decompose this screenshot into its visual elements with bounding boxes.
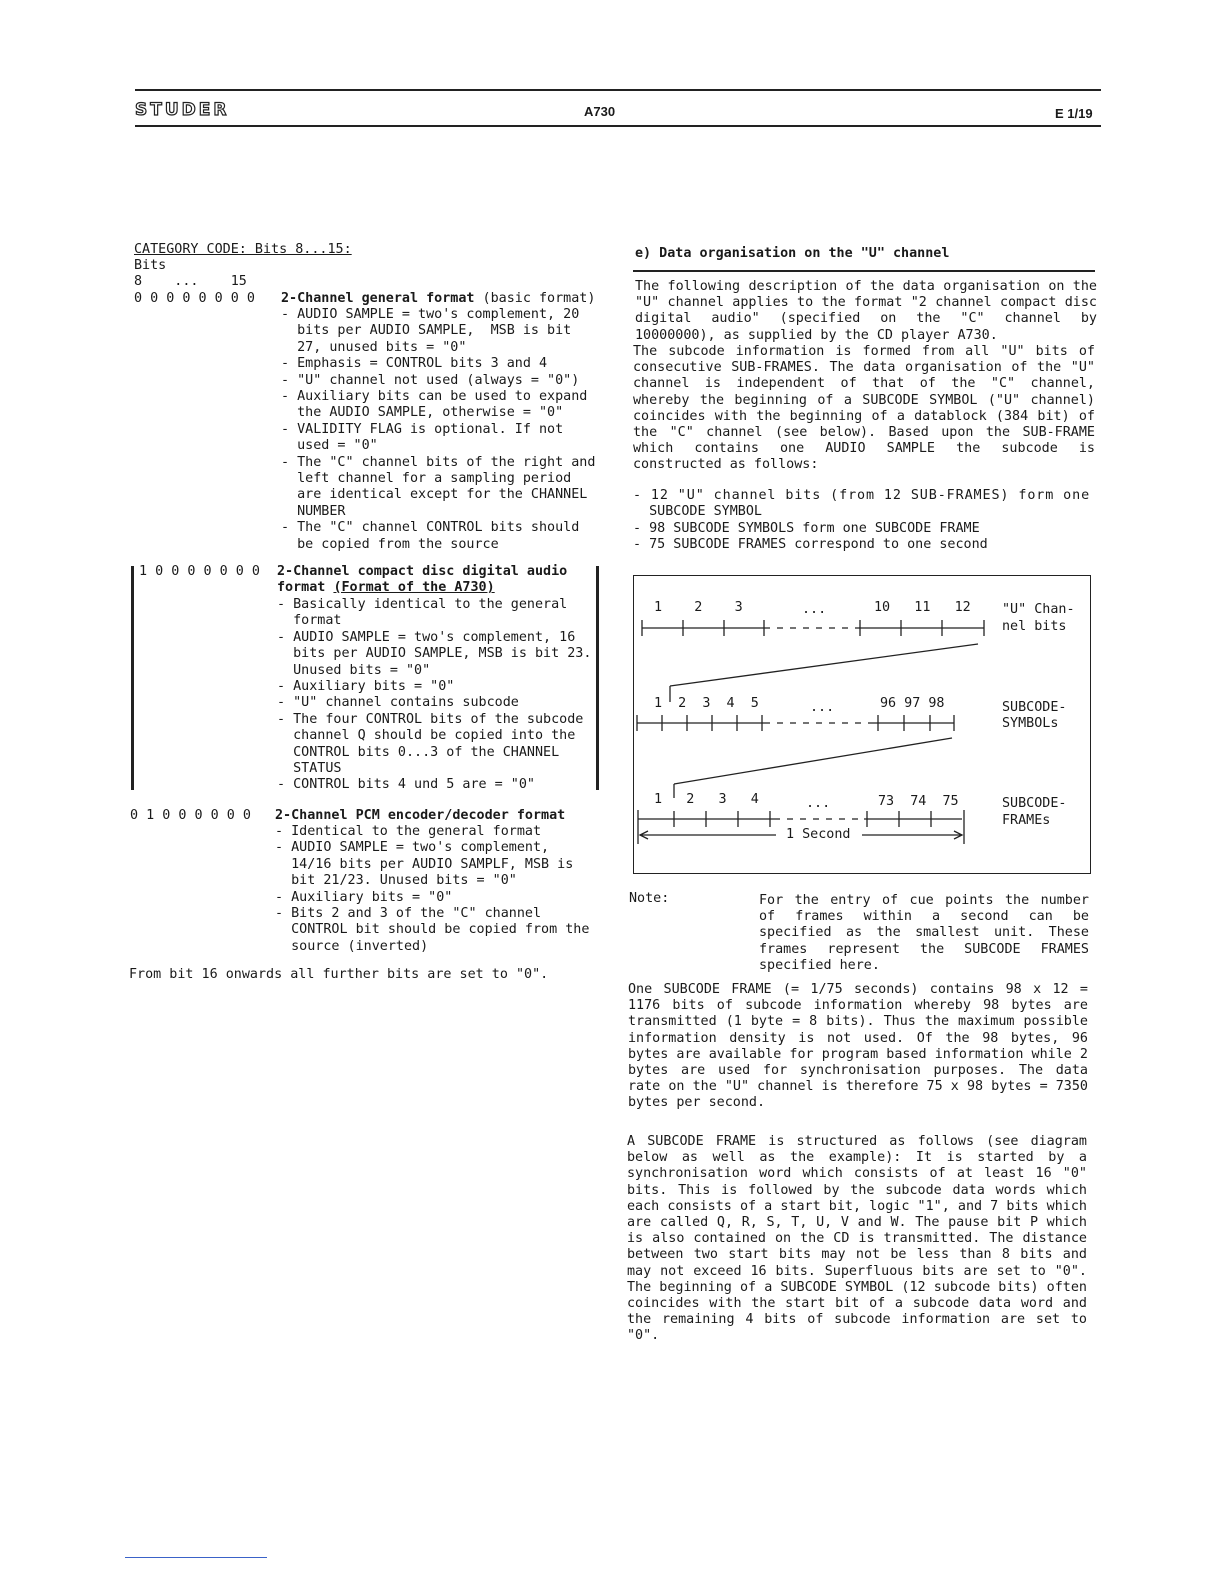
row3-label-line2: FRAMEs bbox=[1002, 813, 1051, 828]
entry-line: format bbox=[277, 613, 342, 629]
entry-title: 2-Channel PCM encoder/decoder format bbox=[275, 808, 566, 823]
bits-range: 8 ... 15 bbox=[134, 274, 247, 289]
bullet-item: SUBCODE SYMBOL bbox=[633, 504, 762, 520]
entry-line: CONTROL bit should be copied from the bbox=[275, 922, 590, 938]
row3-label-line1: SUBCODE- bbox=[1002, 796, 1067, 811]
section-heading: e) Data organisation on the "U" channel bbox=[635, 246, 950, 261]
bullet-item: - 98 SUBCODE SYMBOLS form one SUBCODE FRAME bbox=[633, 520, 980, 536]
entry-line: be copied from the source bbox=[281, 536, 499, 552]
intro2-paragraph: The subcode information is formed from all "U" bits of consecutive SUB-FRAMES. The data organisation of the "U" channel is independent of that of the "C" channel, whereby the beginning of a SUBCODE SYMBOL ("U" channel) coincides with the beginning of a datablock (384 bit) of the "C" channel (see below). Based upon the SUB-FRAME which contains one AUDIO SAMPLE the subcode is constructed as follows: bbox=[633, 344, 1095, 473]
row2-label-line1: SUBCODE- bbox=[1002, 700, 1067, 715]
entry-line: STATUS bbox=[277, 761, 342, 777]
section-rule bbox=[633, 270, 1095, 272]
header-top-rule bbox=[135, 89, 1101, 91]
entry-line: 27, unused bits = "0" bbox=[281, 339, 467, 355]
one-second-label: 1 Second bbox=[786, 827, 851, 842]
entry-line: - AUDIO SAMPLE = two's complement, bbox=[275, 840, 550, 856]
entry-line: - The "C" channel CONTROL bits should bbox=[281, 520, 580, 536]
bullet-item: - 12 "U" channel bits (from 12 SUB-FRAMES) form one bbox=[633, 488, 1091, 503]
entry-title bbox=[281, 291, 595, 307]
entry-line: 14/16 bits per AUDIO SAMPLF, MSB is bbox=[275, 856, 574, 872]
entry-line: - Identical to the general format bbox=[275, 824, 542, 839]
entry-line: NUMBER bbox=[281, 503, 346, 519]
bullet-item: - 75 SUBCODE FRAMES correspond to one second bbox=[633, 537, 988, 553]
right-margin-bar bbox=[596, 566, 599, 790]
subcode-diagram bbox=[633, 575, 1091, 874]
entry-line: bits per AUDIO SAMPLE, MSB is bit bbox=[281, 323, 572, 339]
bits-label: Bits bbox=[134, 258, 167, 273]
entry-lines bbox=[275, 824, 589, 955]
entry-line: - The four CONTROL bits of the subcode bbox=[277, 711, 584, 727]
entry-line: - Auxiliary bits can be used to expand bbox=[281, 389, 588, 405]
entry-lines bbox=[277, 597, 591, 794]
entry-line: Unused bits = "0" bbox=[277, 662, 431, 678]
entry-line: - Bits 2 and 3 of the "C" channel bbox=[275, 906, 542, 922]
entry-title2-underlined: (Format of the A730) bbox=[333, 580, 495, 595]
row1-numbers-right: 10 11 12 bbox=[874, 600, 971, 615]
structure-paragraph: A SUBCODE FRAME is structured as follows (see diagram below as well as the example): It is started by a synchronisation word which consists of at least 16 "0" bits. This is followed by the subcode data words which each consists of a start bit, logic "1", and 7 bits which are called Q, R, S, T, U, V and W. The pause bit P which is also contained on the CD is transmitted. The distance between two start bits may not be less than 8 bits and may not exceed 16 bits. Superfluous bits are set to "0". The beginning of a SUBCODE SYMBOL (12 subcode bits) often coincides with the start bit of a subcode data word and the remaining 4 bits of subcode information are set to "0". bbox=[627, 1134, 1087, 1344]
note-text: For the entry of cue points the number of frames within a second can be specified as the smallest unit. These frames represent the SUBCODE FRAMES specified here. bbox=[759, 893, 1089, 973]
intro-paragraph: The following description of the data organisation on the "U" channel applies to the format "2 channel compact disc digital audio" (specified on the "C" channel by 10000000), as supplied by the CD player A730. bbox=[635, 279, 1097, 343]
studer-logo: STUDER bbox=[135, 100, 230, 120]
entry-line: - Auxiliary bits = "0" bbox=[277, 679, 455, 695]
entry-line: channel Q should be copied into the bbox=[277, 728, 576, 744]
entry-title-line2 bbox=[277, 580, 495, 596]
row3-numbers-left: 1 2 3 4 bbox=[654, 792, 759, 807]
entry-code: 1 0 0 0 0 0 0 0 bbox=[139, 564, 260, 579]
row2-numbers-right: 96 97 98 bbox=[880, 696, 945, 711]
entry-title-bold: 2-Channel general format bbox=[281, 291, 475, 306]
row1-dots: ... bbox=[802, 602, 827, 617]
entry-code: 0 0 0 0 0 0 0 0 bbox=[134, 291, 255, 306]
row3-numbers-right: 73 74 75 bbox=[878, 794, 959, 809]
entry-line: - "U" channel contains subcode bbox=[277, 695, 519, 711]
row2-numbers-left: 1 2 3 4 5 bbox=[654, 696, 759, 711]
entry-line: the AUDIO SAMPLE, otherwise = "0" bbox=[281, 405, 564, 421]
entry-lines bbox=[281, 307, 595, 553]
row1-label-line2: nel bits bbox=[1002, 619, 1067, 634]
entry-code: 0 1 0 0 0 0 0 0 bbox=[130, 808, 251, 823]
note-label: Note: bbox=[629, 891, 670, 906]
entry-line: CONTROL bits 0...3 of the CHANNEL bbox=[277, 744, 560, 760]
entry-title2: format bbox=[277, 580, 334, 595]
entry-line: - CONTROL bits 4 und 5 are = "0" bbox=[277, 777, 535, 793]
subcode-frame-paragraph: One SUBCODE FRAME (= 1/75 seconds) contains 98 x 12 = 1176 bits of subcode information whereby 98 bytes are transmitted (1 byte = 8 bits). Thus the maximum possible information density is not used. Of the 98 bytes, 96 bytes are available for program based information while 2 bytes are used for synchronisation purposes. The data rate on the "U" channel is therefore 75 x 98 bytes = 7350 bytes per second. bbox=[628, 982, 1088, 1111]
entry-line: used = "0" bbox=[281, 438, 378, 454]
entry-line: - The "C" channel bits of the right and bbox=[281, 454, 596, 470]
row2-dots: ... bbox=[810, 700, 835, 715]
header-bottom-rule bbox=[135, 125, 1101, 127]
entry-line: left channel for a sampling period bbox=[281, 471, 572, 487]
entry-line: - Emphasis = CONTROL bits 3 and 4 bbox=[281, 356, 548, 372]
entry-line: - "U" channel not used (always = "0") bbox=[281, 372, 580, 388]
entry-line: - AUDIO SAMPLE = two's complement, 20 bbox=[281, 307, 580, 322]
row1-numbers-left: 1 2 3 bbox=[654, 600, 743, 615]
footer-line: From bit 16 onwards all further bits are set to "0". bbox=[129, 967, 549, 982]
page-number: E 1/19 bbox=[1055, 106, 1093, 121]
entry-title: 2-Channel compact disc digital audio bbox=[277, 564, 568, 579]
row1-label-line1: "U" Chan- bbox=[1002, 602, 1075, 617]
entry-line: are identical except for the CHANNEL bbox=[281, 487, 588, 503]
entry-line: - VALIDITY FLAG is optional. If not bbox=[281, 421, 564, 437]
category-heading: CATEGORY CODE: Bits 8...15: bbox=[134, 242, 352, 257]
entry-line: bits per AUDIO SAMPLE, MSB is bit 23. bbox=[277, 646, 592, 662]
entry-title-suffix: (basic format) bbox=[474, 291, 596, 306]
bullet-list bbox=[633, 488, 1090, 554]
entry-line: - AUDIO SAMPLE = two's complement, 16 bbox=[277, 629, 576, 645]
row3-dots: ... bbox=[806, 796, 831, 811]
entry-line: bit 21/23. Unused bits = "0" bbox=[275, 873, 517, 889]
entry-line: - Basically identical to the general bbox=[277, 597, 568, 612]
entry-line: source (inverted) bbox=[275, 938, 429, 954]
left-margin-bar bbox=[131, 566, 134, 790]
model-label: A730 bbox=[584, 104, 616, 119]
footer-link-line bbox=[125, 1557, 267, 1558]
row2-label-line2: SYMBOLs bbox=[1002, 716, 1059, 731]
entry-line: - Auxiliary bits = "0" bbox=[275, 889, 453, 905]
